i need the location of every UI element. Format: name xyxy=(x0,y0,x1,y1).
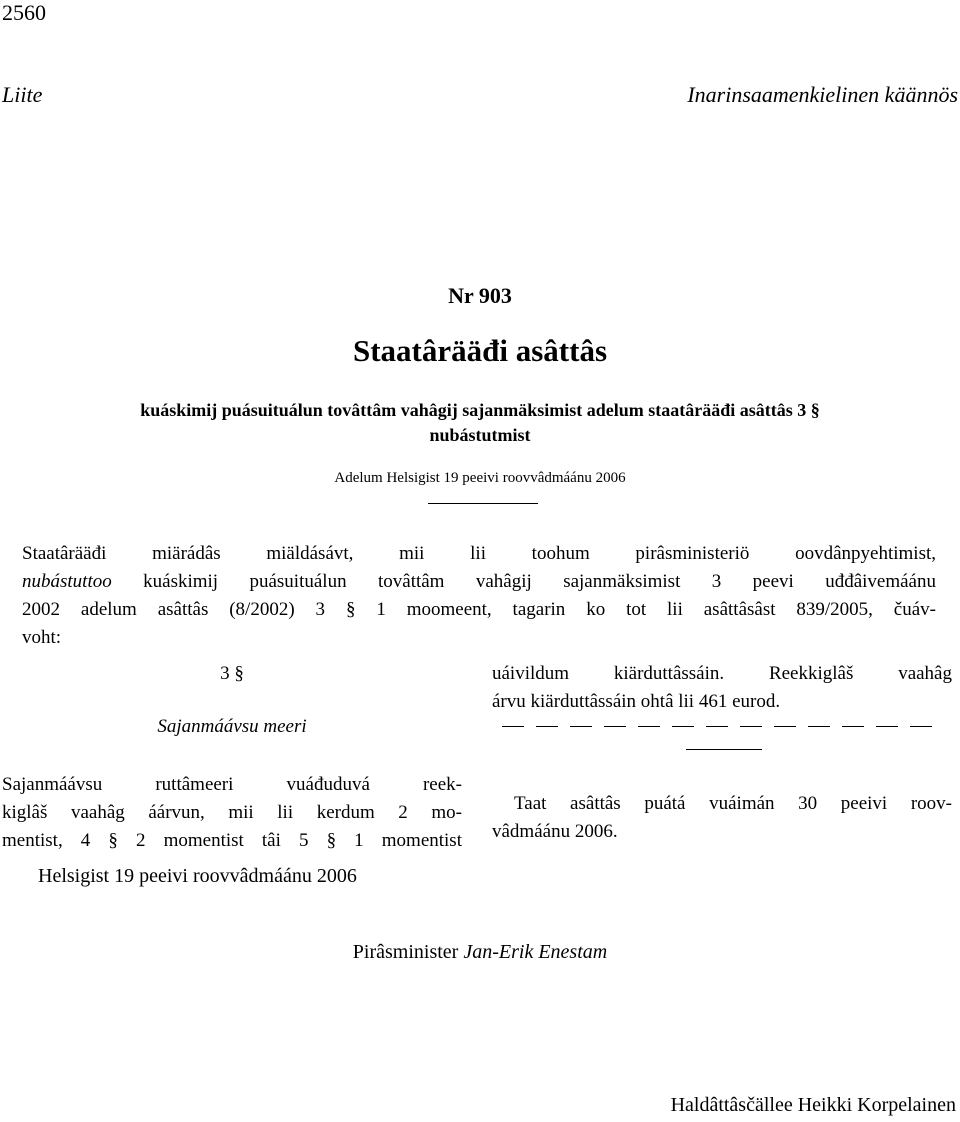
document-subtitle xyxy=(20,398,940,448)
subtitle-line: nubástutmist xyxy=(429,425,531,445)
minister-signature xyxy=(0,941,960,964)
document-title: Staatârääđi asâttâs xyxy=(352,333,608,368)
statute-number: Nr 903 xyxy=(448,283,512,308)
issue-date: Adelum Helsigist 19 peeivi roovvâdmáánu 2006 xyxy=(334,470,626,486)
page-number: 2560 xyxy=(2,0,46,25)
officer-signature: Haldâttâsčällee Heikki Korpelainen xyxy=(670,1094,956,1116)
section-body-line: uáivildum kiärduttâssáin. Reekkiglâš vaahâg xyxy=(492,663,952,684)
intro-line: 2002 adelum asâttâs (8/2002) 3 § 1 moomeent, tagarin ko tot lii asâttâsâst 839/2005, čuáv- xyxy=(22,599,936,620)
left-column xyxy=(2,660,462,855)
section-body-line: mentist, 4 § 2 momentist tâi 5 § 1 momentist xyxy=(2,830,462,851)
intro-line-rest: kuáskimij puásuituálun tovâttâm vahâgij sajanmäksimist 3 peevi uđđâivemáánu xyxy=(111,571,936,592)
section-body xyxy=(2,771,462,855)
intro-line: voht: xyxy=(22,627,62,648)
section-body-line: árvu kiärduttâssáin ohtâ lii 461 eurod. xyxy=(492,691,781,712)
section-body-line: Sajanmáávsu ruttâmeeri vuáđuduvá reek- xyxy=(2,774,462,795)
divider xyxy=(686,749,762,750)
effective-clause xyxy=(492,790,952,846)
minister-role: Pirâsminister xyxy=(352,941,464,963)
intro-line xyxy=(22,568,936,596)
intro-italic-word: nubástuttoo xyxy=(22,571,112,592)
effective-line: vâdmáánu 2006. xyxy=(492,821,618,842)
signing-place-date: Helsigist 19 peeivi roovvâdmáánu 2006 xyxy=(38,865,357,887)
omission-dashes xyxy=(502,726,932,727)
divider xyxy=(428,503,538,504)
subtitle-line: kuáskimij puásuituálun tovâttâm vahâgij sajanmäksimist adelum staatârääđi asâttâs 3 § xyxy=(140,400,820,420)
header-translation-label: Inarinsaamenkielinen käännös xyxy=(687,82,958,107)
section-body-continued xyxy=(492,660,952,716)
header-appendix-label: Liite xyxy=(2,82,43,107)
minister-name: Jan-Erik Enestam xyxy=(463,941,608,963)
effective-line: Taat asâttâs puátá vuáimán 30 peeivi roov- xyxy=(514,793,952,814)
section-title: Sajanmáávsu meeri xyxy=(157,716,307,737)
intro-paragraph xyxy=(22,540,936,652)
intro-line: Staatârääđi miärádâs miäldásávt, mii lii toohum pirâsministeriö oovdânpyehtimist, xyxy=(22,543,936,564)
right-column xyxy=(492,660,952,846)
section-number: 3 § xyxy=(220,663,244,684)
section-body-line: kiglâš vaahâg áárvun, mii lii kerdum 2 mo- xyxy=(2,802,462,823)
